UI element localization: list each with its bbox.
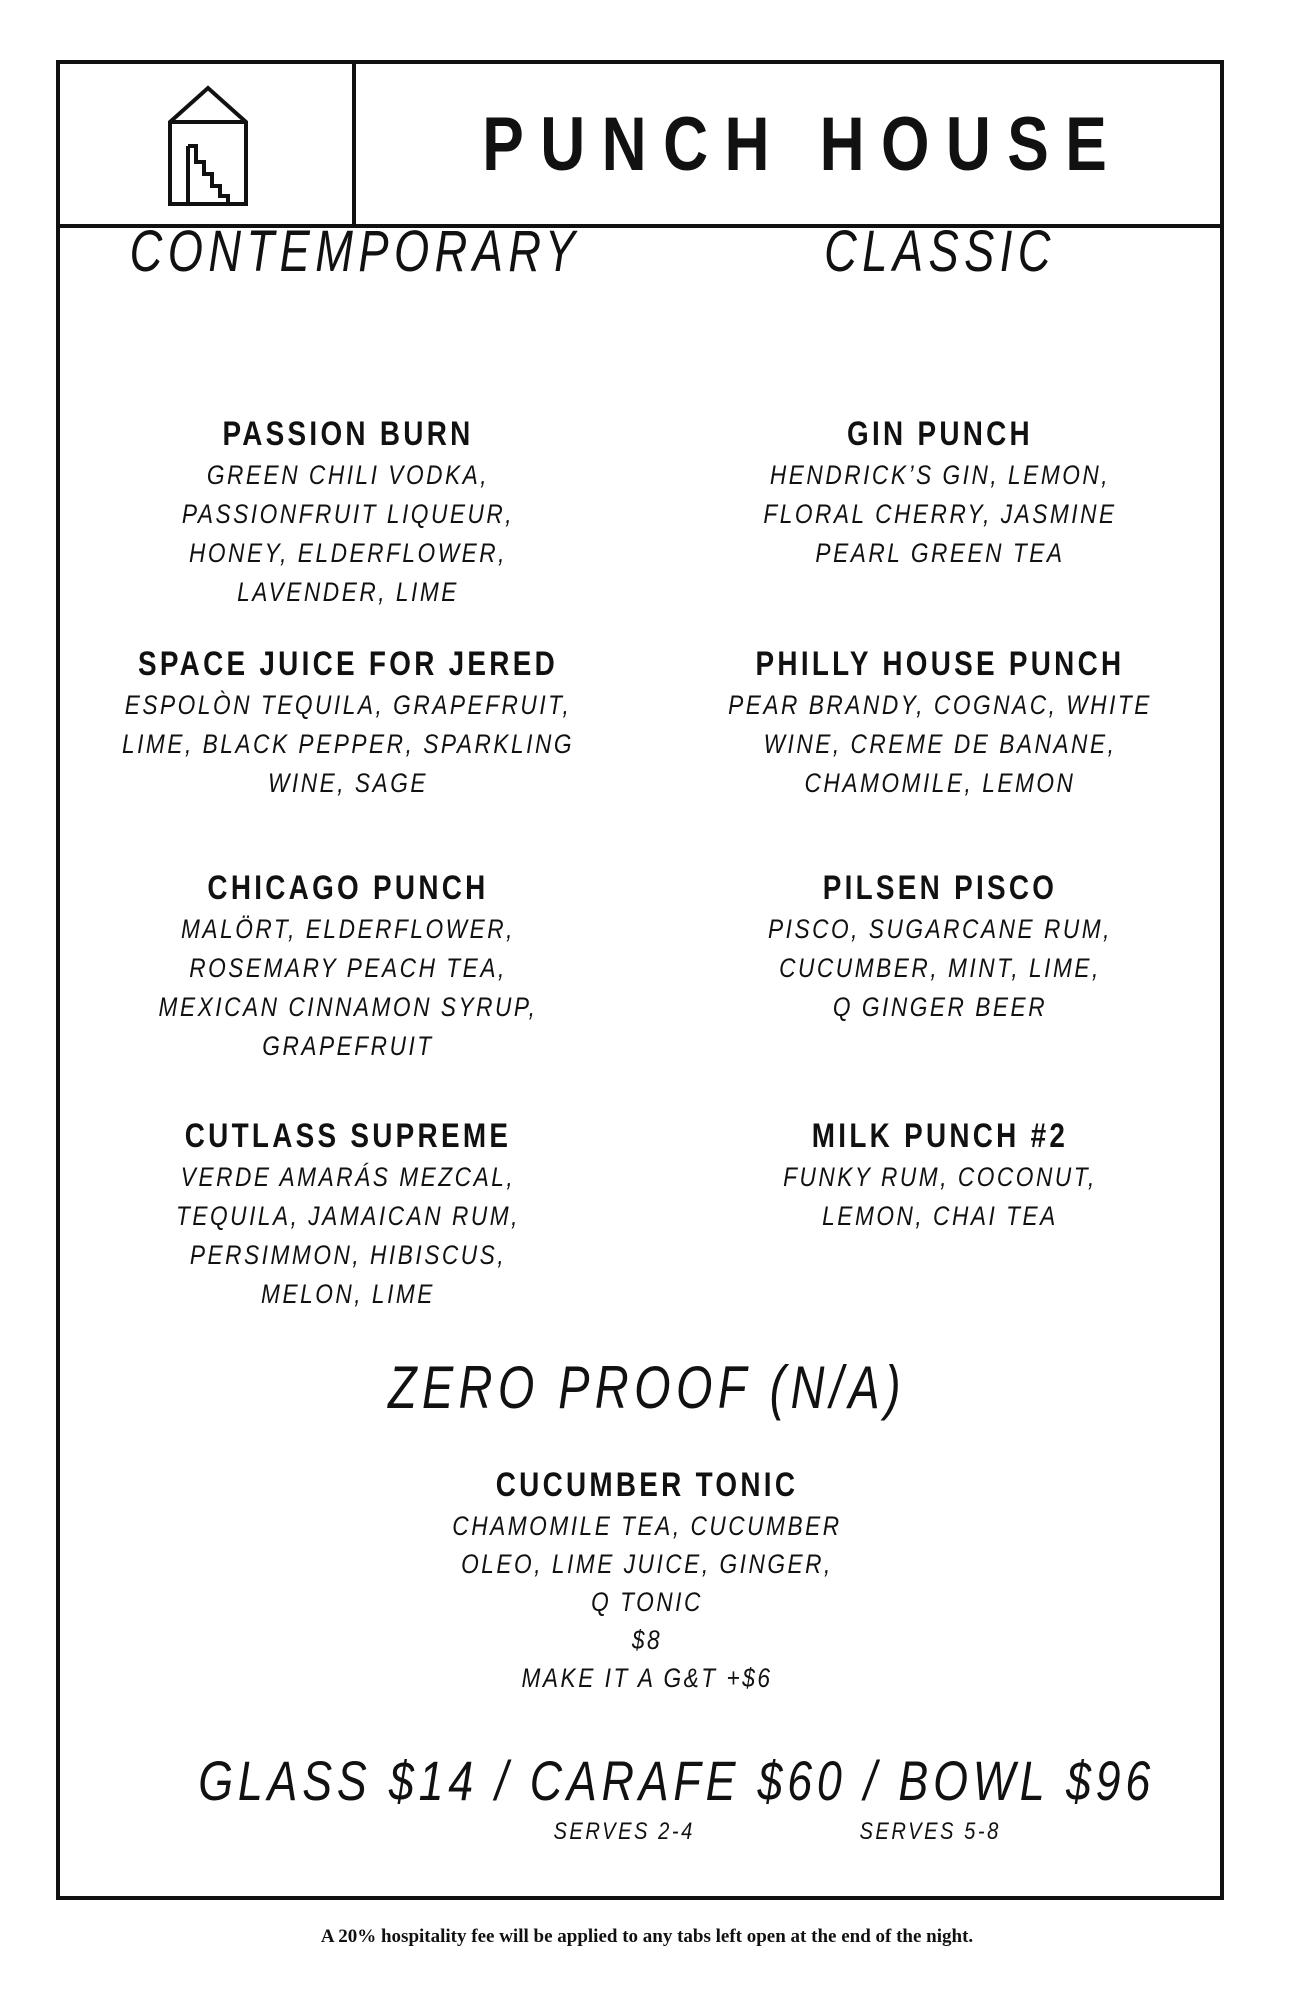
item-description: MALÖRT, ELDERFLOWER, ROSEMARY PEACH TEA, MEXICAN CINNAMON SYRUP, GRAPEFRUIT: [158, 914, 538, 1061]
logo-box: [60, 64, 356, 224]
item-price: $8: [631, 1625, 663, 1655]
item-description: VERDE AMARÁS MEZCAL, TEQUILA, JAMAICAN RUM, PERSIMMON, HIBISCUS, MELON, LIME: [175, 1162, 521, 1309]
item-description: PEAR BRANDY, COGNAC, WHITE WINE, CREME DE BANANE, CHAMOMILE, LEMON: [728, 690, 1152, 798]
brand-title: PUNCH HOUSE: [482, 101, 1124, 187]
item-description: FUNKY RUM, COCONUT, LEMON, CHAI TEA: [783, 1162, 1097, 1231]
carafe-serves: SERVES 2-4: [553, 1818, 695, 1845]
menu-item: [660, 1114, 1220, 1236]
menu-item: [68, 412, 628, 612]
item-description: GREEN CHILI VODKA, PASSIONFRUIT LIQUEUR, HONEY, ELDERFLOWER, LAVENDER, LIME: [181, 460, 515, 607]
item-name: MILK PUNCH #2: [811, 1117, 1069, 1155]
section-title-zero-proof: ZERO PROOF (N/A): [387, 1354, 907, 1421]
hospitality-footnote: A 20% hospitality fee will be applied to any tabs left open at the end of the night.: [320, 1926, 974, 1947]
menu-item: [660, 642, 1220, 803]
item-name: PILSEN PISCO: [822, 869, 1058, 907]
menu-header: [60, 64, 1220, 228]
item-description: PISCO, SUGARCANE RUM, CUCUMBER, MINT, LIME, Q GINGER BEER: [767, 914, 1113, 1022]
house-logo-icon: [166, 84, 250, 208]
menu-item: [660, 412, 1220, 573]
pricing-line: GLASS $14 / CARAFE $60 / BOWL $96: [198, 1749, 1156, 1812]
menu-item: [347, 1463, 947, 1697]
section-title-contemporary: CONTEMPORARY: [129, 219, 581, 284]
item-description: HENDRICK’S GIN, LEMON, FLORAL CHERRY, JASMINE PEARL GREEN TEA: [763, 460, 1117, 568]
menu-item: [660, 866, 1220, 1027]
menu-item: [68, 1114, 628, 1314]
bowl-serves: SERVES 5-8: [859, 1818, 1001, 1845]
item-name: CUTLASS SUPREME: [184, 1117, 512, 1155]
item-name: PASSION BURN: [222, 415, 474, 453]
menu-item: [68, 866, 628, 1066]
item-name: PHILLY HOUSE PUNCH: [755, 645, 1125, 683]
item-upgrade: MAKE IT A G&T +$6: [521, 1663, 773, 1693]
section-title-classic: CLASSIC: [824, 219, 1056, 284]
item-name: CHICAGO PUNCH: [207, 869, 489, 907]
menu-item: [68, 642, 628, 803]
item-name: SPACE JUICE FOR JERED: [137, 645, 559, 683]
item-description: CHAMOMILE TEA, CUCUMBER OLEO, LIME JUICE, GINGER, Q TONIC: [452, 1511, 842, 1617]
item-name: GIN PUNCH: [847, 415, 1033, 453]
item-name: CUCUMBER TONIC: [495, 1466, 799, 1504]
item-description: ESPOLÒN TEQUILA, GRAPEFRUIT, LIME, BLACK PEPPER, SPARKLING WINE, SAGE: [121, 690, 575, 798]
